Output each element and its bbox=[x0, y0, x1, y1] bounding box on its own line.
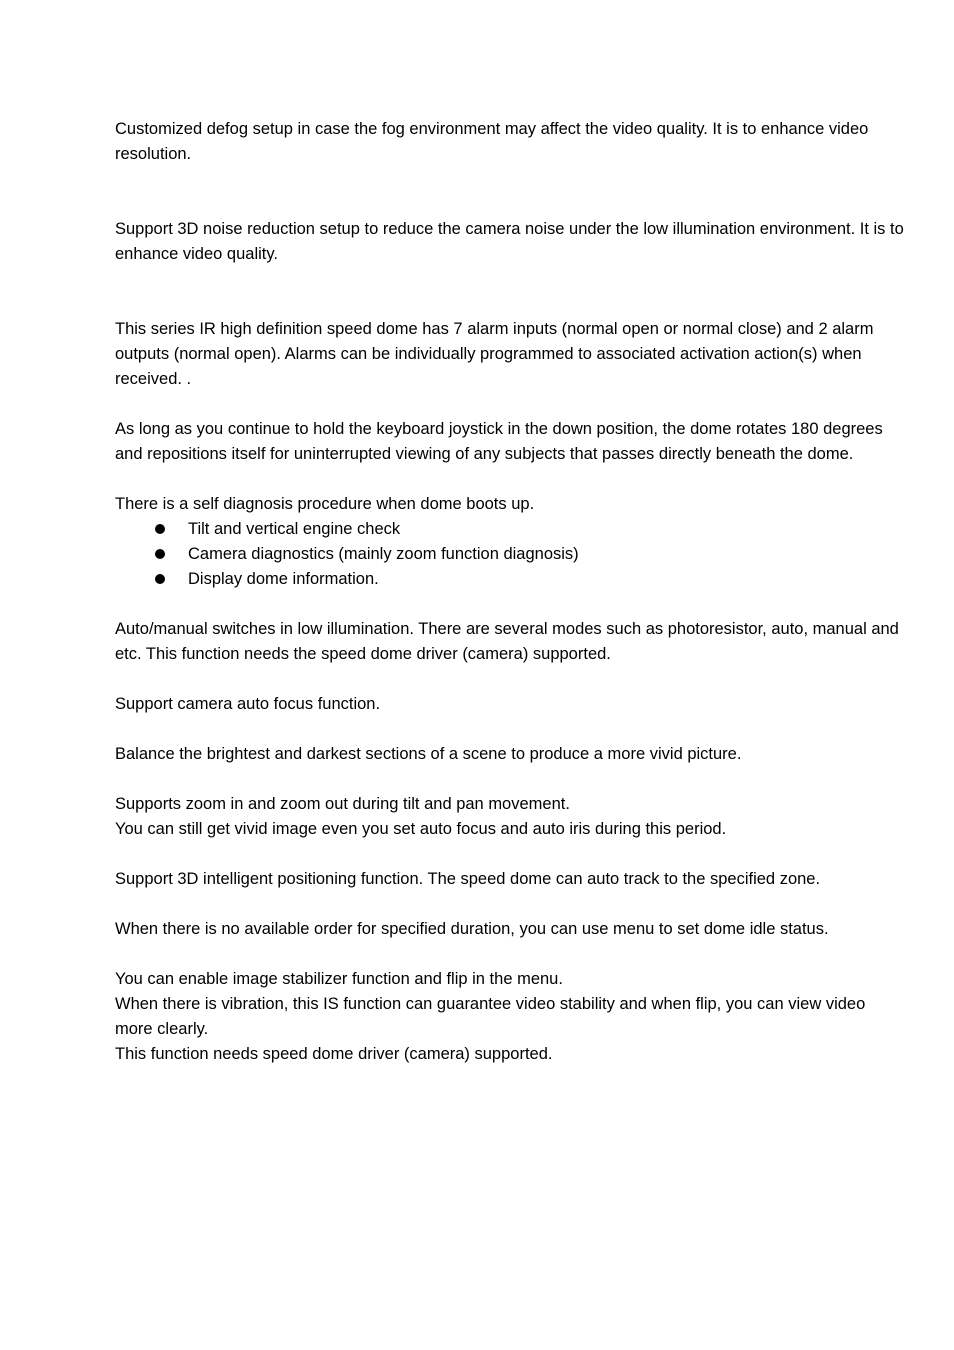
text-line: Customized defog setup in case the fog environment may affect the video quality. It is to enhance video bbox=[115, 120, 869, 138]
list-item-label: Display dome information. bbox=[188, 570, 379, 588]
text-line: You can enable image stabilizer function and flip in the menu. bbox=[115, 970, 563, 988]
paragraph-noise-reduction bbox=[115, 217, 925, 267]
text-line: When there is no available order for specified duration, you can use menu to set dome idle status. bbox=[115, 920, 829, 938]
paragraph-wdr bbox=[115, 742, 925, 767]
paragraph-alarm bbox=[115, 317, 925, 392]
paragraph-idle bbox=[115, 917, 925, 942]
paragraph-auto-focus bbox=[115, 692, 925, 717]
paragraph-day-night bbox=[115, 617, 925, 667]
diagnosis-list bbox=[115, 517, 925, 592]
text-line: Support 3D intelligent positioning function. The speed dome can auto track to the specified zone. bbox=[115, 870, 821, 888]
text-line: Supports zoom in and zoom out during tilt and pan movement. bbox=[115, 795, 570, 813]
text-line: As long as you continue to hold the keyboard joystick in the down position, the dome rotates 180 degrees bbox=[115, 420, 883, 438]
list-item bbox=[115, 517, 925, 542]
list-item bbox=[115, 567, 925, 592]
paragraph-diagnosis-intro bbox=[115, 492, 925, 517]
text-line: Support 3D noise reduction setup to reduce the camera noise under the low illumination environment. It is to bbox=[115, 220, 904, 238]
list-item-label: Camera diagnostics (mainly zoom function diagnosis) bbox=[188, 545, 579, 563]
paragraph-zoom bbox=[115, 792, 925, 842]
text-line: etc. This function needs the speed dome driver (camera) supported. bbox=[115, 645, 611, 663]
paragraph-auto-flip bbox=[115, 417, 925, 467]
paragraph-stabilizer bbox=[115, 967, 925, 1067]
text-line: This series IR high definition speed dome has 7 alarm inputs (normal open or normal close) and 2 alarm bbox=[115, 320, 874, 338]
text-line: resolution. bbox=[115, 145, 192, 163]
list-item bbox=[115, 542, 925, 567]
text-line: Balance the brightest and darkest sections of a scene to produce a more vivid picture. bbox=[115, 745, 742, 763]
text-line: more clearly. bbox=[115, 1020, 209, 1038]
text-line: and repositions itself for uninterrupted viewing of any subjects that passes directly beneath the dome. bbox=[115, 445, 854, 463]
text-line: received. . bbox=[115, 370, 192, 388]
list-item-label: Tilt and vertical engine check bbox=[188, 520, 401, 538]
text-line: Support camera auto focus function. bbox=[115, 695, 381, 713]
text-line: enhance video quality. bbox=[115, 245, 278, 263]
bullet-icon bbox=[155, 524, 165, 534]
text-line: outputs (normal open). Alarms can be individually programmed to associated activation action(s) when bbox=[115, 345, 862, 363]
paragraph-positioning bbox=[115, 867, 925, 892]
text-line: There is a self diagnosis procedure when dome boots up. bbox=[115, 495, 535, 513]
text-line: Auto/manual switches in low illumination. There are several modes such as photoresistor, auto, manual and bbox=[115, 620, 899, 638]
bullet-icon bbox=[155, 549, 165, 559]
text-line: When there is vibration, this IS function can guarantee video stability and when flip, you can view video bbox=[115, 995, 866, 1013]
bullet-icon bbox=[155, 574, 165, 584]
text-line: This function needs speed dome driver (camera) supported. bbox=[115, 1045, 553, 1063]
paragraph-defog bbox=[115, 117, 925, 167]
text-line: You can still get vivid image even you set auto focus and auto iris during this period. bbox=[115, 820, 727, 838]
